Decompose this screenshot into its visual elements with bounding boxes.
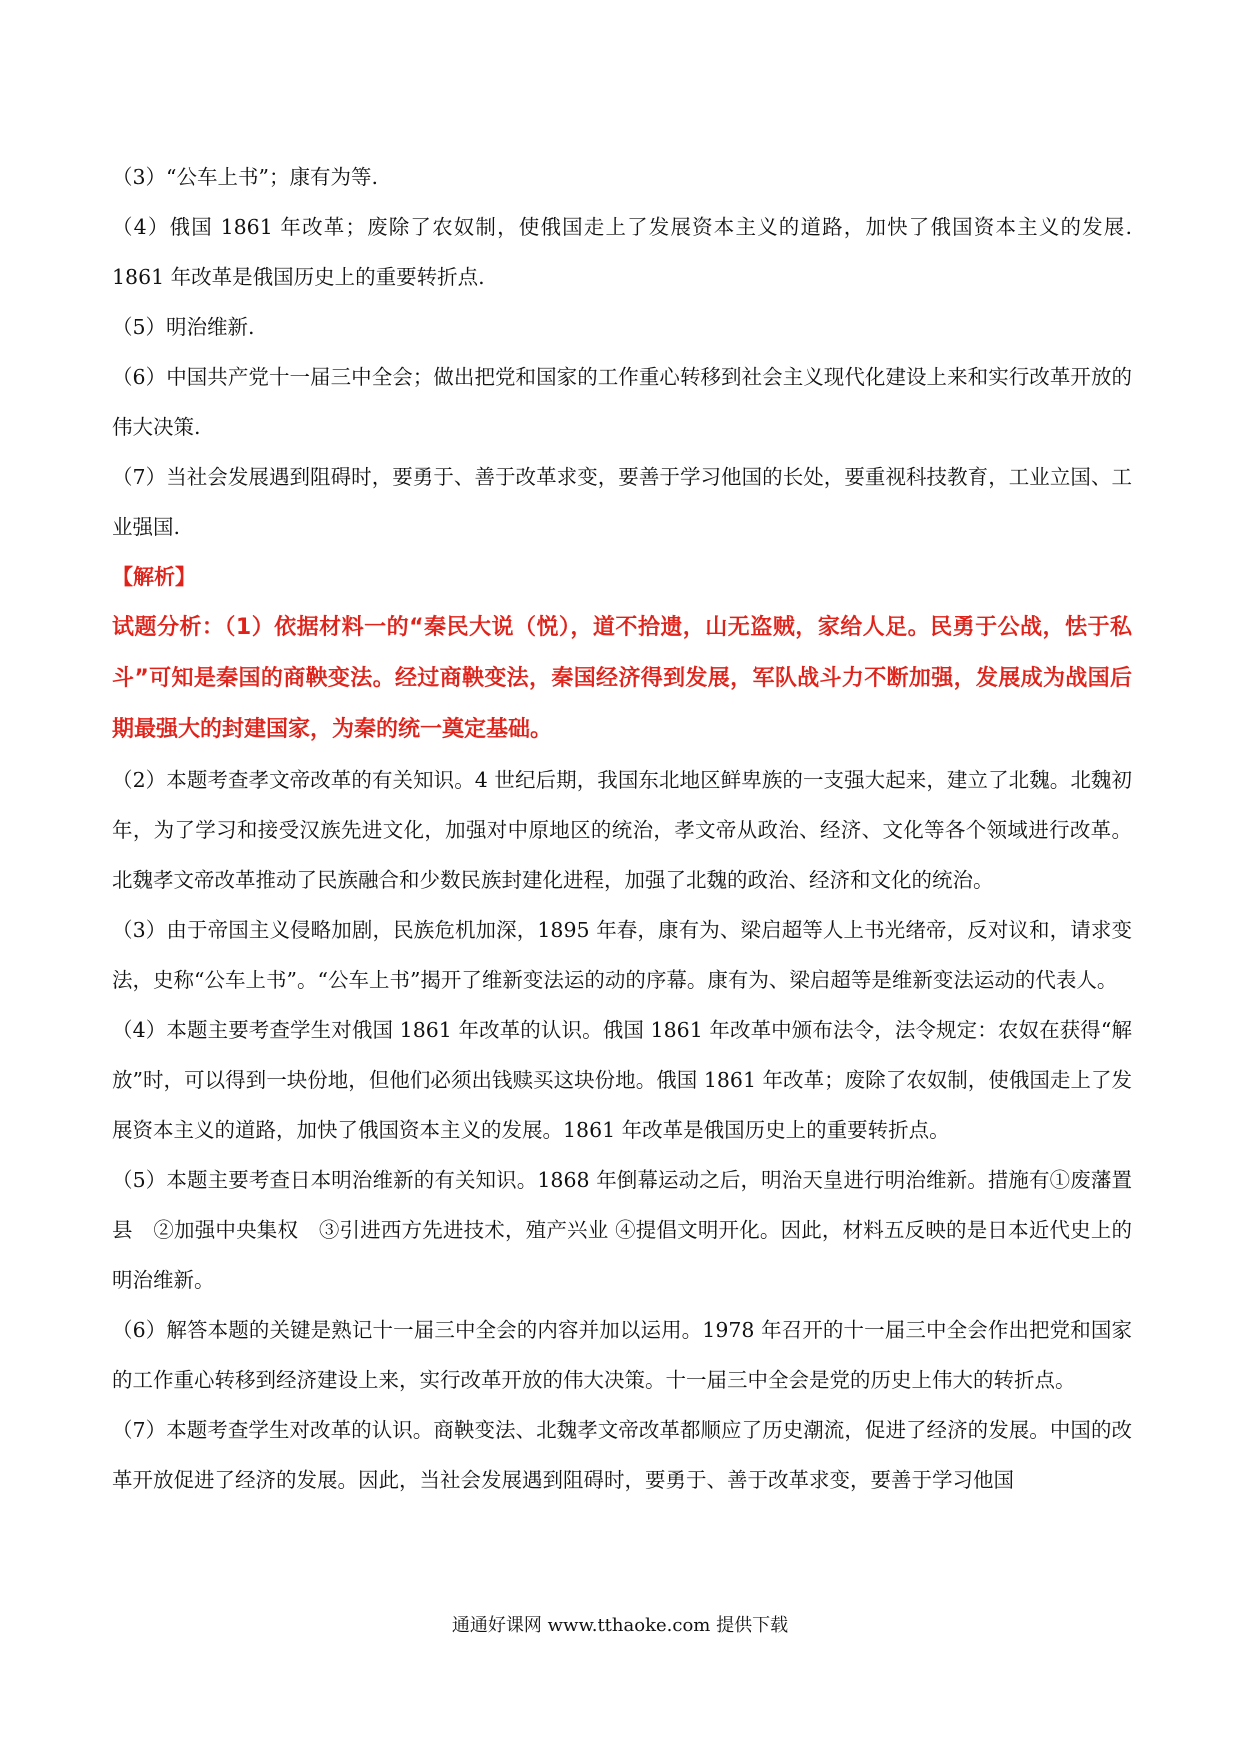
analysis-item-4: （4）本题主要考查学生对俄国 1861 年改革的认识。俄国 1861 年改革中颁布法令，法令规定：农奴在获得“解放”时，可以得到一块份地，但他们必须出钱赎买这块份地。俄国 1861 年改革；废除了农奴制，使俄国走上了发展资本主义的道路，加快了俄国资本主义的发展。1861 年改革是俄国历史上的重要转折点。 (112, 1018, 1132, 1142)
answer-7: （7）当社会发展遇到阻碍时，要勇于、善于改革求变，要善于学习他国的长处，要重视科技教育，工业立国、工业强国. (112, 465, 1132, 539)
analysis-item-7: （7）本题考查学生对改革的认识。商鞅变法、北魏孝文帝改革都顺应了历史潮流，促进了经济的发展。中国的改革开放促进了经济的发展。因此，当社会发展遇到阻碍时，要勇于、善于改革求变，要善于学习他国 (112, 1418, 1132, 1492)
answer-5: （5）明治维新. (112, 315, 255, 339)
answer-3: （3）“公车上书”；康有为等. (112, 165, 379, 189)
analysis-item-5: （5）本题主要考查日本明治维新的有关知识。1868 年倒幕运动之后，明治天皇进行明治维新。措施有①废藩置县 ②加强中央集权 ③引进西方先进技术，殖产兴业 ④提倡文明开化。因此，材料五反映的是日本近代史上的明治维新。 (112, 1168, 1132, 1292)
answer-4: （4）俄国 1861 年改革；废除了农奴制，使俄国走上了发展资本主义的道路，加快了俄国资本主义的发展. 1861 年改革是俄国历史上的重要转折点. (112, 215, 1132, 289)
answer-6: （6）中国共产党十一届三中全会；做出把党和国家的工作重心转移到社会主义现代化建设上来和实行改革开放的伟大决策. (112, 365, 1132, 439)
document-body (112, 152, 1132, 1505)
analysis-item-6: （6）解答本题的关键是熟记十一届三中全会的内容并加以运用。1978 年召开的十一届三中全会作出把党和国家的工作重心转移到经济建设上来，实行改革开放的伟大决策。十一届三中全会是党的历史上伟大的转折点。 (112, 1318, 1132, 1392)
analysis-item-2: （2）本题考查孝文帝改革的有关知识。4 世纪后期，我国东北地区鲜卑族的一支强大起来，建立了北魏。北魏初年，为了学习和接受汉族先进文化，加强对中原地区的统治，孝文帝从政治、经济、文化等各个领域进行改革。北魏孝文帝改革推动了民族融合和少数民族封建化进程，加强了北魏的政治、经济和文化的统治。 (112, 768, 1132, 892)
analysis-heading: 【解析】 (112, 565, 196, 589)
analysis-intro: 试题分析：（1）依据材料一的“秦民大说（悦），道不拾遗，山无盗贼，家给人足。民勇于公战，怯于私斗”可知是秦国的商鞅变法。经过商鞅变法，秦国经济得到发展，军队战斗力不断加强，发展成为战国后期最强大的封建国家，为秦的统一奠定基础。 (112, 615, 1132, 742)
analysis-item-3: （3）由于帝国主义侵略加剧，民族危机加深，1895 年春，康有为、梁启超等人上书光绪帝，反对议和，请求变法，史称“公车上书”。“公车上书”揭开了维新变法运的动的序幕。康有为、梁启超等是维新变法运动的代表人。 (112, 918, 1132, 992)
page-footer: 通通好课网 www.tthaoke.com 提供下载 (451, 1615, 789, 1636)
